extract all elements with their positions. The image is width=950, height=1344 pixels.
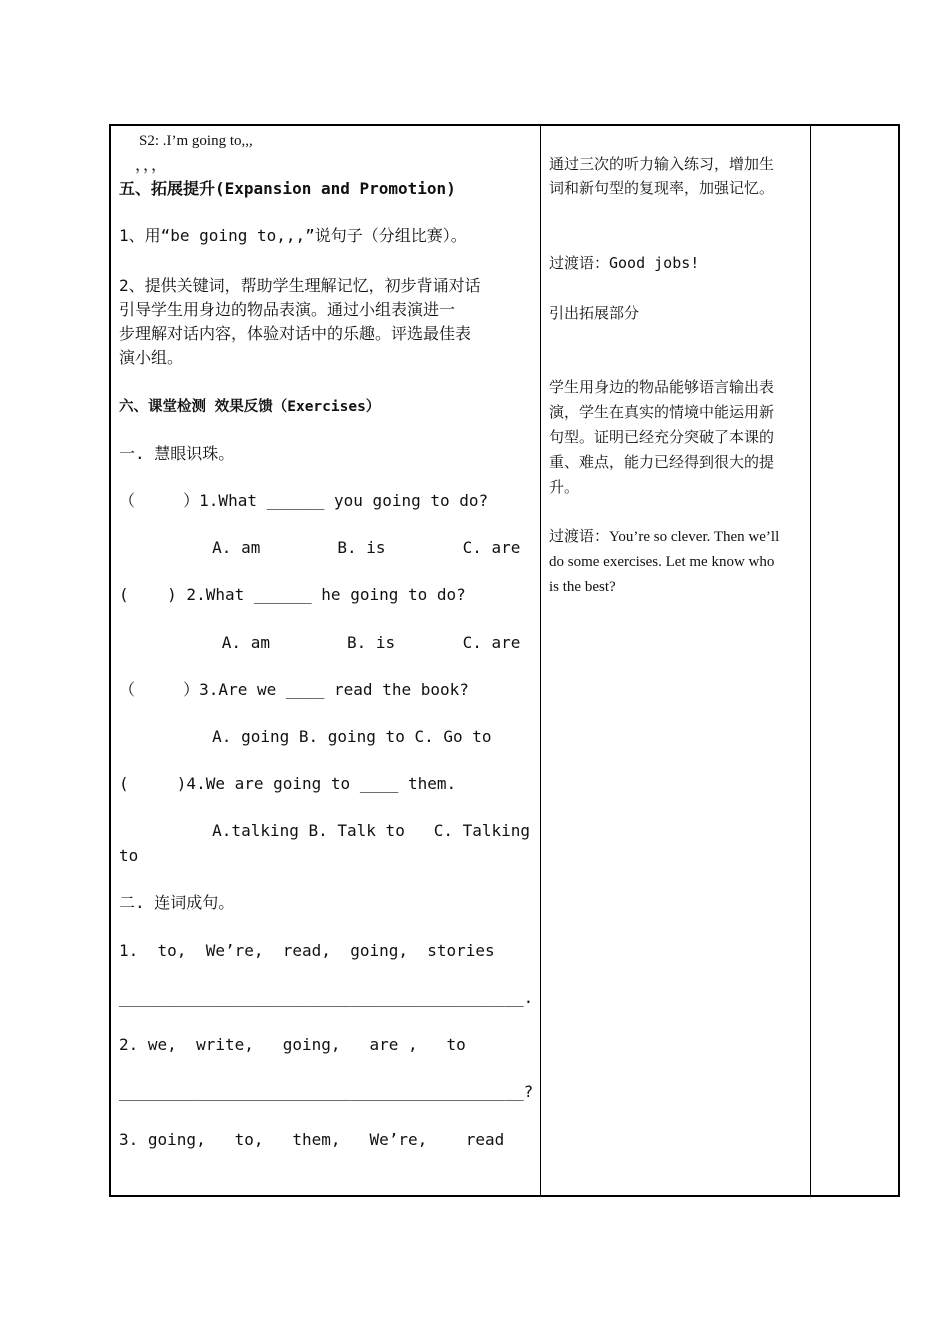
lesson-plan-table [109,124,900,1197]
text-line: 学生用身边的物品能够语言输出表 [549,378,775,396]
text-line: 演小组。 [119,348,184,367]
question: ( ) 2.What ______ he going to do? [119,585,466,604]
transition-line: do some exercises. Let me know who [549,554,775,570]
exercise-title: 二. 连词成句。 [119,893,235,912]
question-options: A. am B. is C. are [164,538,521,557]
text-line: 引出拓展部分 [549,304,640,322]
question: （ ）3.Are we ____ read the book? [119,680,469,699]
text-line: 词和新句型的复现率，加强记忆。 [549,179,775,197]
dialogue-line: S2: .I’m going to,,, [139,133,253,149]
teaching-process-cell [119,126,539,1195]
answer-blank: __________________________________________. [119,988,534,1007]
design-intent-cell [549,126,805,1195]
question-options: A. am B. is C. are [164,633,521,652]
text-line: 步理解对话内容，体验对话中的乐趣。评选最佳表 [119,324,472,343]
sentence-words: 2. we, write, going, are , to [119,1035,466,1054]
question-options: A. going B. going to C. Go to [164,727,492,746]
text-line: 1、用“be going to,,,”说句子（分组比赛）。 [119,226,467,245]
text-line: 句型。证明已经充分突破了本课的 [549,428,775,446]
section-heading: 五、拓展提升(Expansion and Promotion) [119,179,456,198]
text-line: 2、提供关键词，帮助学生理解记忆，初步背诵对话 [119,276,481,295]
transition-line: 过渡语：Good jobs! [549,254,700,272]
transition-line: 过渡语：You’re so clever. Then we’ll [549,529,780,545]
exercise-title: 一. 慧眼识珠。 [119,444,235,463]
column-divider [810,126,811,1195]
sentence-words: 1. to, We’re, read, going, stories [119,941,495,960]
dialogue-line: ，，， [135,155,168,174]
question-options: A.talking B. Talk to C. Talking [164,821,531,840]
question: ( )4.We are going to ____ them. [119,774,457,793]
text-line: 通过三次的听力输入练习，增加生 [549,155,775,173]
text-line: 演，学生在真实的情境中能运用新 [549,403,775,421]
question: （ ）1.What ______ you going to do? [119,491,489,510]
sentence-words: 3. going, to, them, We’re, read [119,1130,505,1149]
transition-line: is the best? [549,579,616,595]
text-line: 引导学生用身边的物品表演。通过小组表演进一 [119,300,456,319]
answer-blank: __________________________________________? [119,1082,534,1101]
section-heading: 六、课堂检测 效果反馈（Exercises） [119,399,381,415]
question-options: to [119,846,139,865]
text-line: 升。 [549,478,580,496]
text-line: 重、难点，能力已经得到很大的提 [549,453,775,471]
column-divider [540,126,541,1195]
